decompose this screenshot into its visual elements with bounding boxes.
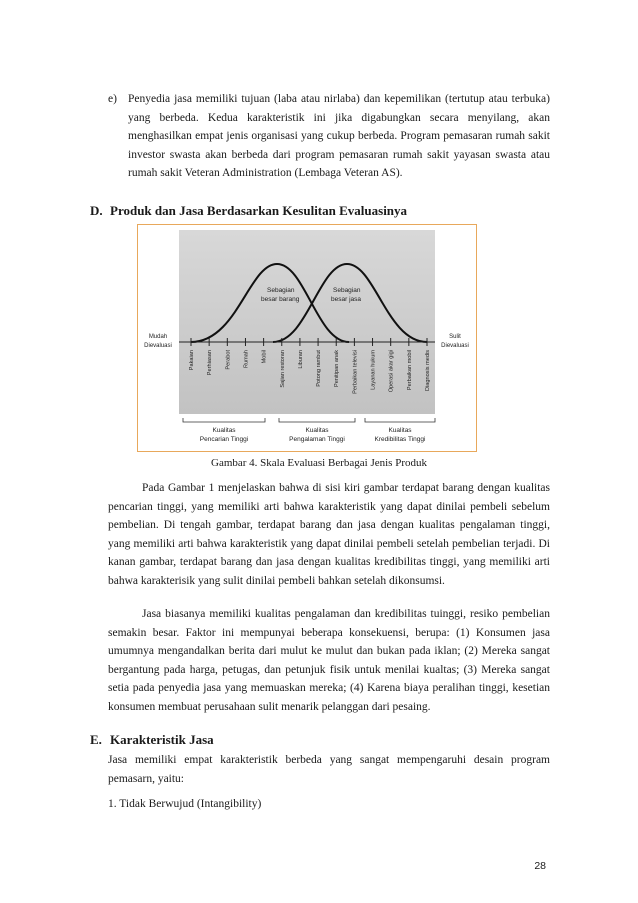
group-experience-line2: Pengalaman Tinggi xyxy=(289,436,345,443)
right-end-label-line1: Sulit xyxy=(449,334,461,340)
section-label: E. xyxy=(90,732,102,747)
curve-goods-label-line1: Sebagian xyxy=(267,287,295,294)
paragraph-1: Pada Gambar 1 menjelaskan bahwa di sisi kiri gambar terdapat barang dengan kualitas pencarian tinggi, yang memiliki arti bahwa karakteristik yang dapat dinilai pembeli sebelum pembelian. Di tengah gambar, terdapat barang dan jasa dengan kualitas pengalaman tinggi, yang memiliki arti bahwa karakteristik yang dapat dinilai pembeli setelah pembelian terjadi. Di kanan gambar, terdapat barang dan jasa dengan kualitas kredibilitas tinggi, yang memiliki arti bahwa karakterisik yang sulit dinilai pembeli bahkan setelah dikonsumsi. xyxy=(108,482,550,587)
paragraph-3: Jasa memiliki empat karakteristik berbeda yang sangat mempengaruhi desain program pemasarn, yaitu: xyxy=(108,754,550,785)
list-item-text: Penyedia jasa memiliki tujuan (laba atau nirlaba) dan kepemilikan (tertutup atau terbuka) yang berbeda. Kedua karakteristik ini jika digabungkan secara menyilang, akan menghasilkan empat jenis organisasi yang cukup berbeda. Program pemasaran rumah sakit investor swasta akan berbeda dari program pemasaran rumah sakit yayasan swasta atau rumah sakit Veteran Administration (Lembaga Veteran AS). xyxy=(128,93,550,180)
group-credence-line1: Kualitas xyxy=(388,427,412,434)
list-item-e xyxy=(108,90,550,183)
group-credence-line2: Kredibilitas Tinggi xyxy=(374,436,426,443)
section-heading-e xyxy=(90,732,214,748)
item-label: Perabot xyxy=(225,350,232,370)
curve-services-label-line1: Sebagian xyxy=(333,287,361,294)
curve-goods-label-line2: besar barang xyxy=(261,296,300,303)
figure-panel xyxy=(179,230,435,414)
item-label: Potong rambut xyxy=(316,350,323,387)
item-label: Rumah xyxy=(243,350,250,369)
item-label: Sajian restoran xyxy=(279,350,286,388)
figure-svg xyxy=(137,224,477,452)
figure-evaluation-scale xyxy=(137,224,477,452)
left-end-label-line2: Dievaluasi xyxy=(144,343,172,349)
left-end-label-line1: Mudah xyxy=(148,334,168,340)
item-label: Layanan hukum xyxy=(370,350,377,390)
item-label: Perbaikan mobil xyxy=(406,350,413,391)
paragraph-2: Jasa biasanya memiliki kualitas pengalaman dan kredibilitas tuinggi, resiko pembelian semakin besar. Faktor ini mempunyai beberapa konsekuensi, berupa: (1) Konsumen jasa umumnya mengandalkan berita dari mulut ke mulut dan bukan pada iklan; (2) Mereka sangat bergantung pada harga, petugas, dan petunjuk fisik untuk menilai kualtas; (3) Mereka sangat setia pada penyedia jasa yang memuaskan mereka; (4) Karena biaya peralihan tinggi, kesetian konsumen membuat perusahaan sulit menarik pelanggan dari pesaing. xyxy=(108,608,550,713)
item-label: Penitipan anak xyxy=(334,350,341,388)
section-title: Karakteristik Jasa xyxy=(110,732,214,747)
item-label: Mobil xyxy=(261,350,268,364)
group-search-line2: Pencarian Tinggi xyxy=(199,436,249,443)
item-label: Operasi akar gigi xyxy=(388,350,395,393)
page-number: 28 xyxy=(534,860,546,872)
item-label: Perbaikan televisi xyxy=(352,350,359,394)
right-end-label-line2: Dievaluasi xyxy=(441,343,469,349)
section-heading-d xyxy=(90,203,407,219)
figure-caption: Gambar 4. Skala Evaluasi Berbagai Jenis Produk xyxy=(211,457,427,469)
group-experience-line1: Kualitas xyxy=(305,427,329,434)
item-label: Diagnosis medis xyxy=(425,350,431,392)
section-title: Produk dan Jasa Berdasarkan Kesulitan Evaluasinya xyxy=(110,203,408,218)
item-label: Liburan xyxy=(297,350,304,369)
group-search-line1: Kualitas xyxy=(212,427,236,434)
curve-services-label-line2: besar jasa xyxy=(331,296,361,303)
item-label: Perhiasan xyxy=(207,350,214,376)
section-label: D. xyxy=(90,203,103,218)
numbered-item-1: 1. Tidak Berwujud (Intangibility) xyxy=(108,798,262,810)
list-marker: e) xyxy=(108,93,117,105)
item-label: Pakaian xyxy=(189,350,195,371)
